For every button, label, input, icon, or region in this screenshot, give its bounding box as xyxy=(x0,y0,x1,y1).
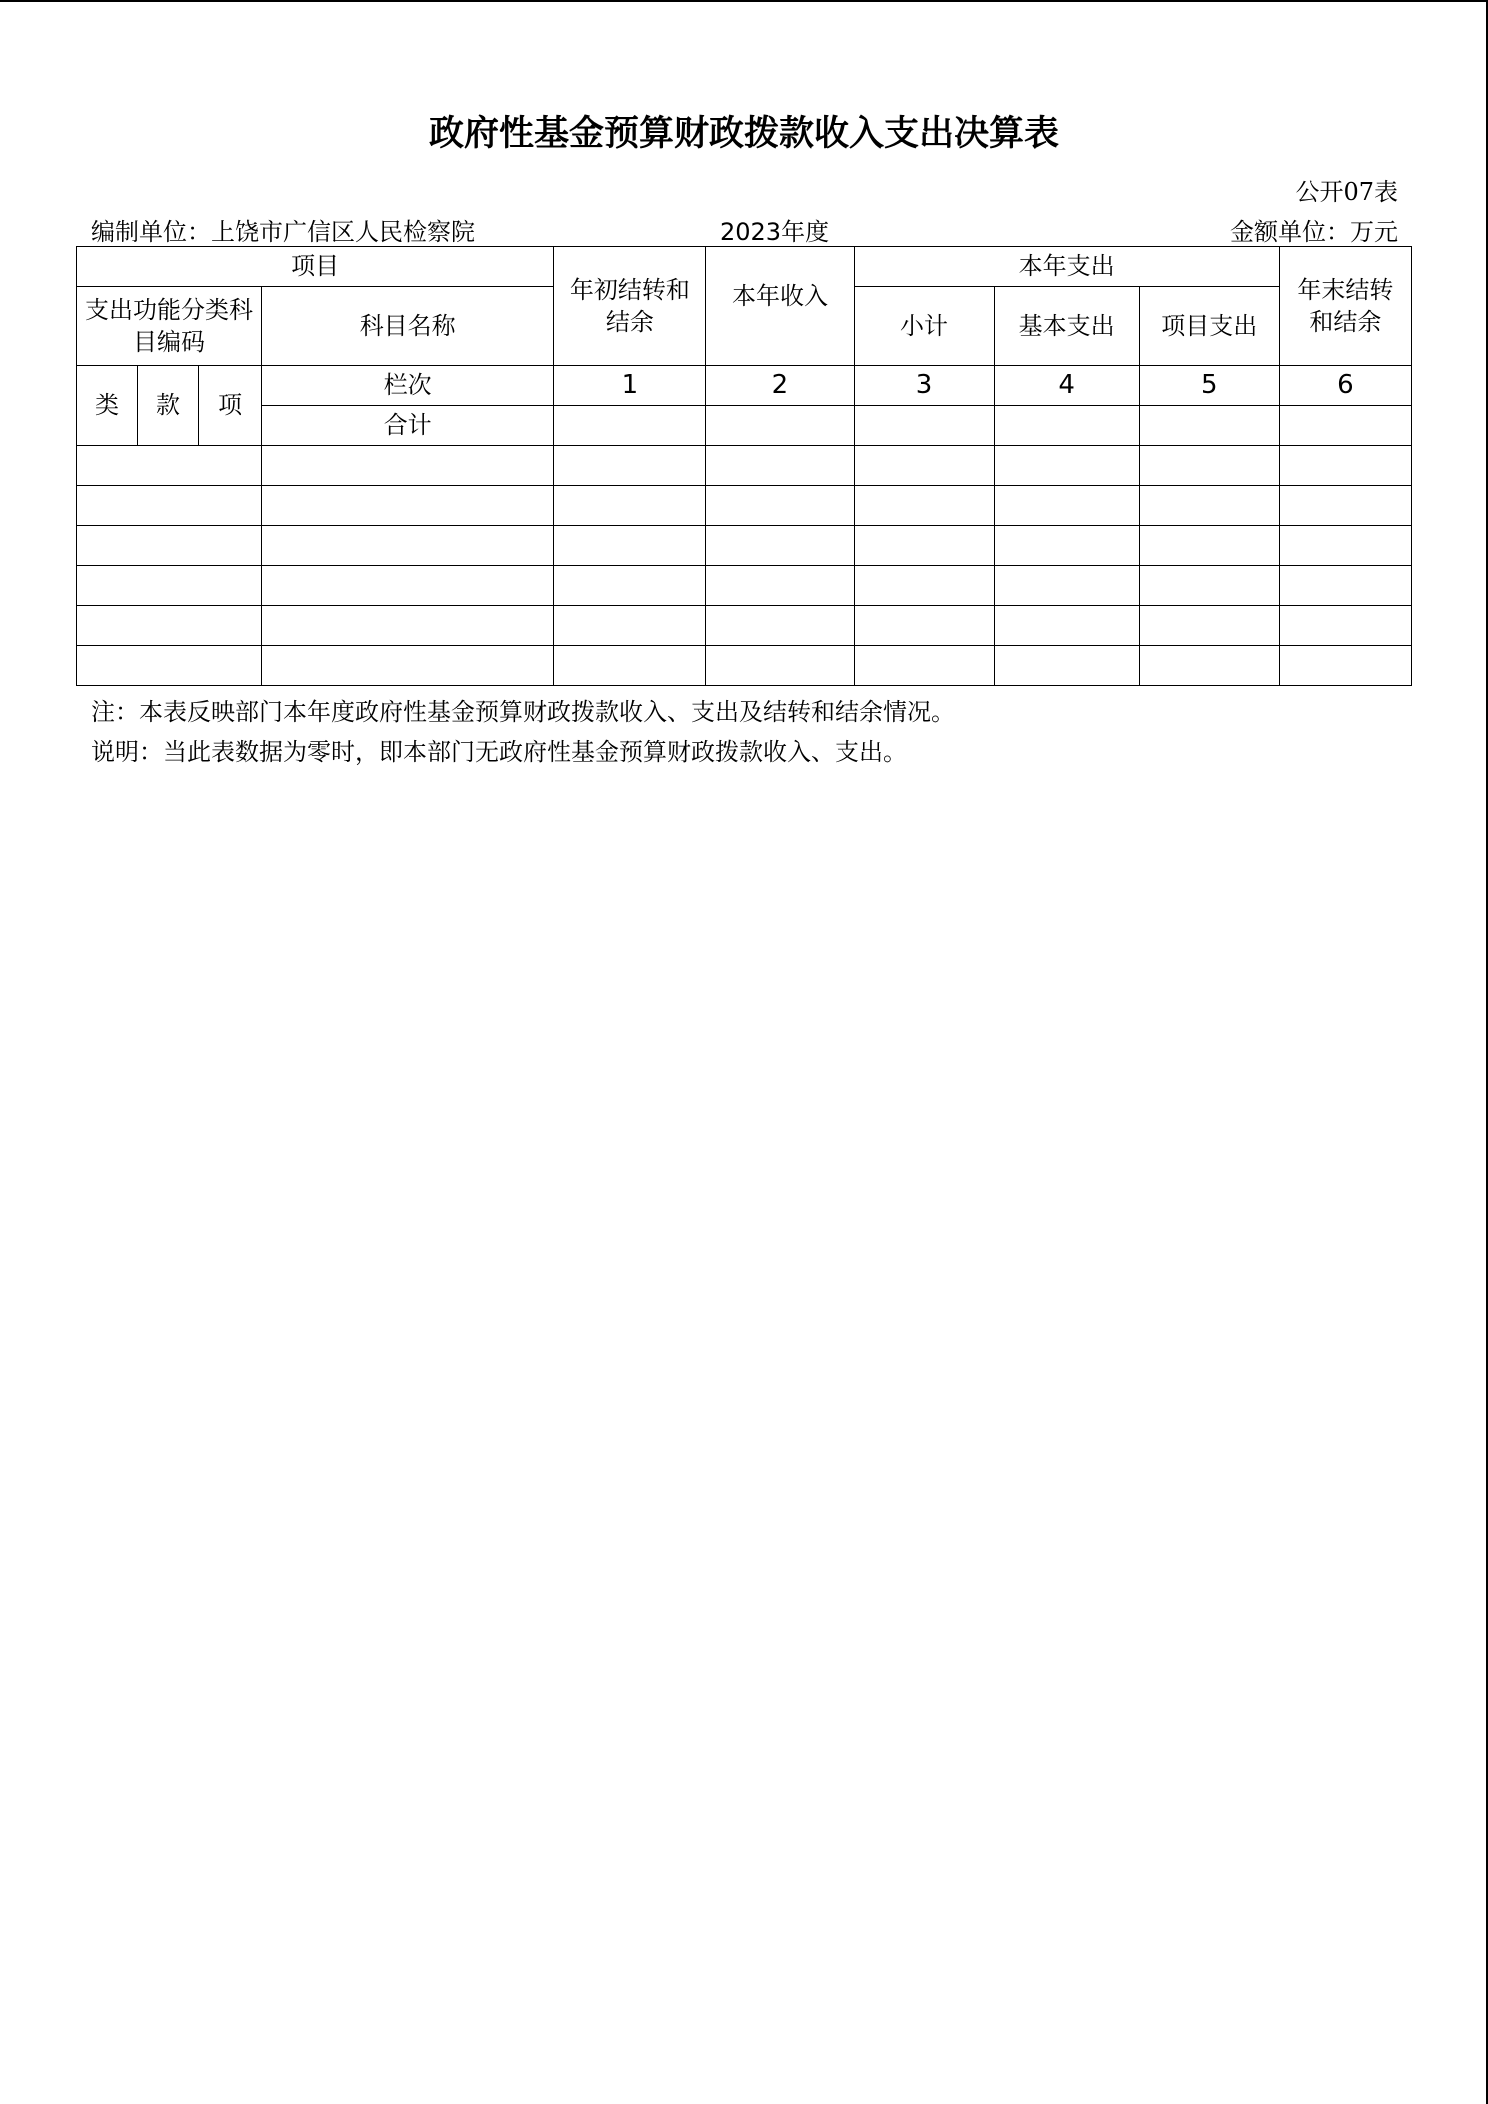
table-cell xyxy=(854,526,994,566)
total-cell xyxy=(706,406,854,446)
header-project-expenditure: 项目支出 xyxy=(1139,287,1279,366)
total-cell xyxy=(1139,406,1279,446)
fiscal-year-suffix: 年度 xyxy=(781,218,830,246)
table-cell xyxy=(1139,486,1279,526)
table-cell xyxy=(1279,446,1411,486)
table-cell xyxy=(1139,566,1279,606)
table-cell xyxy=(994,566,1139,606)
table-cell xyxy=(706,646,854,686)
row-name-cell xyxy=(262,606,554,646)
table-cell xyxy=(1139,646,1279,686)
budget-table xyxy=(76,246,1412,686)
table-cell xyxy=(854,646,994,686)
total-cell xyxy=(994,406,1139,446)
document-title: 政府性基金预算财政拨款收入支出决算表 xyxy=(428,114,1059,154)
header-subject-name: 科目名称 xyxy=(262,287,554,366)
table-row xyxy=(77,526,1412,566)
header-section: 款 xyxy=(138,366,199,446)
table-cell xyxy=(994,446,1139,486)
total-cell xyxy=(854,406,994,446)
total-row xyxy=(77,406,1412,446)
table-cell xyxy=(706,446,854,486)
total-label: 合计 xyxy=(262,406,554,446)
column-number: 1 xyxy=(554,366,706,406)
header-ending-balance: 年末结转和结余 xyxy=(1279,247,1411,366)
form-code: 公开07表 xyxy=(1295,178,1398,206)
table-cell xyxy=(994,646,1139,686)
row-code-cell xyxy=(77,646,262,686)
header-basic-expenditure: 基本支出 xyxy=(994,287,1139,366)
row-code-cell xyxy=(77,566,262,606)
row-name-cell xyxy=(262,446,554,486)
table-cell xyxy=(854,566,994,606)
column-number: 3 xyxy=(854,366,994,406)
table-cell xyxy=(994,486,1139,526)
table-cell xyxy=(554,646,706,686)
row-name-cell xyxy=(262,526,554,566)
header-row-1 xyxy=(77,247,1412,287)
table-cell xyxy=(554,526,706,566)
row-code-cell xyxy=(77,606,262,646)
header-subtotal: 小计 xyxy=(854,287,994,366)
column-number: 4 xyxy=(994,366,1139,406)
table-cell xyxy=(854,486,994,526)
column-number: 6 xyxy=(1279,366,1411,406)
table-cell xyxy=(994,526,1139,566)
row-code-cell xyxy=(77,446,262,486)
table-cell xyxy=(554,566,706,606)
total-cell xyxy=(1279,406,1411,446)
table-cell xyxy=(1279,646,1411,686)
table-cell xyxy=(554,486,706,526)
row-name-cell xyxy=(262,486,554,526)
column-number-row xyxy=(77,366,1412,406)
table-cell xyxy=(706,566,854,606)
table-row xyxy=(77,646,1412,686)
table-cell xyxy=(854,446,994,486)
total-cell xyxy=(554,406,706,446)
table-note: 注：本表反映部门本年度政府性基金预算财政拨款收入、支出及结转和结余情况。 xyxy=(91,698,955,726)
table-cell xyxy=(1279,486,1411,526)
header-current-income: 本年收入 xyxy=(706,247,854,366)
table-cell xyxy=(1139,606,1279,646)
fiscal-year-number: 2023 xyxy=(720,218,782,246)
table-row xyxy=(77,566,1412,606)
table-row xyxy=(77,606,1412,646)
table-cell xyxy=(706,606,854,646)
currency-unit: 金额单位：万元 xyxy=(1230,218,1398,246)
table-cell xyxy=(854,606,994,646)
header-item: 项 xyxy=(199,366,262,446)
row-name-cell xyxy=(262,566,554,606)
table-cell xyxy=(1279,526,1411,566)
table-explanation: 说明：当此表数据为零时，即本部门无政府性基金预算财政拨款收入、支出。 xyxy=(91,738,907,766)
row-name-cell xyxy=(262,646,554,686)
page-top-border xyxy=(0,0,1488,2)
header-beginning-balance: 年初结转和结余 xyxy=(554,247,706,366)
table-cell xyxy=(554,606,706,646)
table-cell xyxy=(994,606,1139,646)
header-project: 项目 xyxy=(77,247,554,287)
table-cell xyxy=(1279,566,1411,606)
header-category: 类 xyxy=(77,366,138,446)
compiling-unit: 编制单位：上饶市广信区人民检察院 xyxy=(91,218,475,246)
table-row xyxy=(77,486,1412,526)
table-row xyxy=(77,446,1412,486)
header-column-order: 栏次 xyxy=(262,366,554,406)
table-cell xyxy=(706,526,854,566)
row-code-cell xyxy=(77,486,262,526)
row-code-cell xyxy=(77,526,262,566)
column-number: 5 xyxy=(1139,366,1279,406)
fiscal-year xyxy=(720,212,829,247)
table-cell xyxy=(1279,606,1411,646)
header-current-expenditure: 本年支出 xyxy=(854,247,1279,287)
table-cell xyxy=(1139,526,1279,566)
header-function-code: 支出功能分类科目编码 xyxy=(77,287,262,366)
table-cell xyxy=(554,446,706,486)
column-number: 2 xyxy=(706,366,854,406)
table-cell xyxy=(1139,446,1279,486)
table-cell xyxy=(706,486,854,526)
table-body xyxy=(77,247,1412,686)
